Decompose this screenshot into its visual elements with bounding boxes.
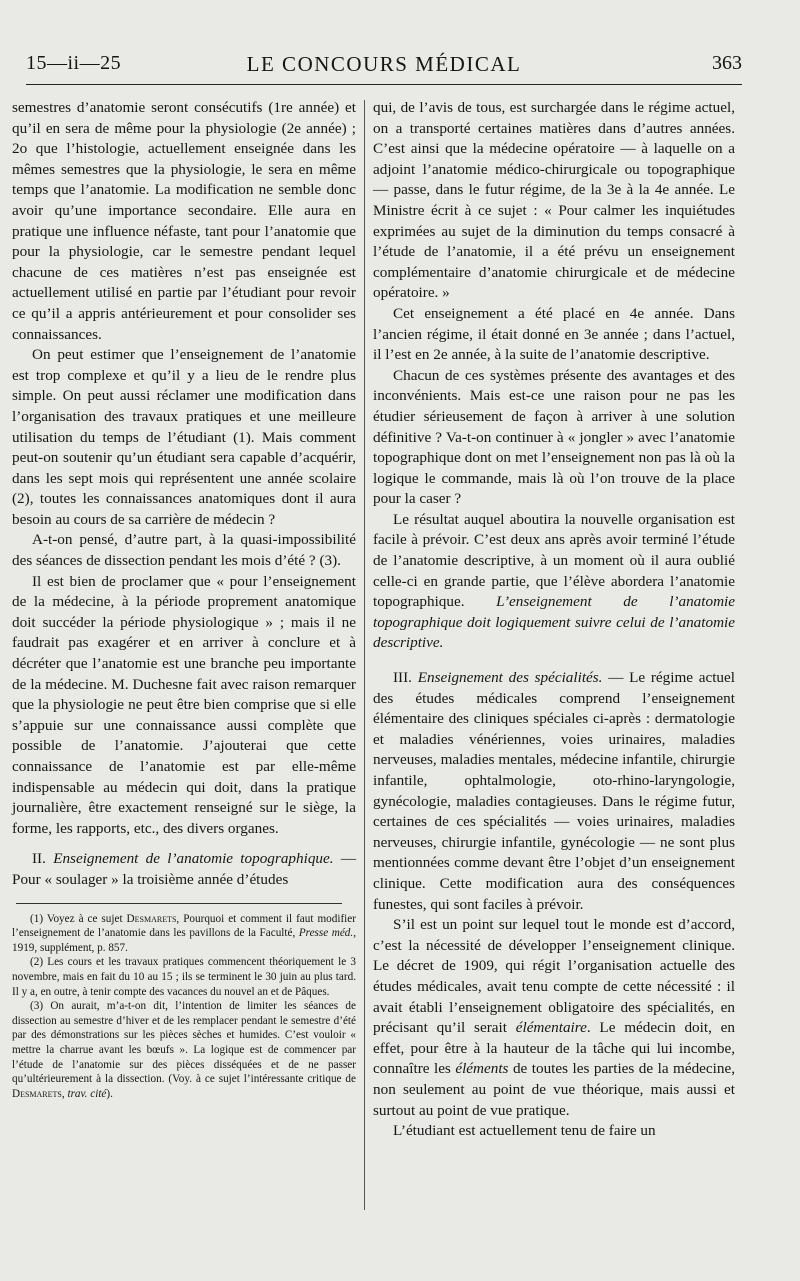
paragraph: Il est bien de proclamer que « pour l’enseignement de la médecine, à la période proprement anatomique doit succéder la période physiologique » ; mais il ne faudrait pas exagérer et en arriver à conclure et à décréter que l’anatomie est une branche peu importante de la médecine. M. Duchesne fait avec raison remarquer que la physiologie ne peut être bien comprise que si elle s’appuie sur une connaissance aussi complète que possible de l’anatomie. J’ajouterai que cette connaissance de l’anatomie est par elle-même indispensable au médecin qui doit, dans la pratique journalière, être exactement renseigné sur le siège, la forme, les rapports, etc., des divers organes. (12, 572, 356, 837)
section-text: — Pour « soulager » la troisième année d’études (12, 850, 356, 888)
paragraph: On peut estimer que l’enseignement de l’anatomie est trop complexe et qu’il y a lieu de le rendre plus simple. On peut aussi réclamer une modification dans l’organisation des travaux pratiques et une meilleure utilisation du temps de l’étudiant (1). Mais comment peut-on soutenir qu’un étudiant sera capable d’acquérir, dans les sept mois qui représentent une année scolaire (2), toutes les connaissances anatomiques dont il aura besoin au cours de sa carrière de médecin ? (12, 346, 356, 528)
footnote: (3) On aurait, m’a-t-on dit, l’intention de limiter les séances de dissection au semestre d’hiver et de les remplacer pendant le semestre d’été par des démonstrations sur les pièces sèches et humides. C’est vouloir « mettre la charrue avant les bœufs ». La logique est de commencer par l’étude de l’anatomie sur des pièces disséquées et de ne passer qu’ultérieurement à la dissection. (Voy. à ce sujet l’intéressante critique de Desmarets, trav. cité). (12, 1000, 356, 1100)
paragraph: Le résultat auquel aboutira la nouvelle organisation est facile à prévoir. C’est deux ans après avoir terminé l’étude de l’anatomie descriptive, à un moment où il aura oublié celle-ci en grande partie, que l’élève abordera l’anatomie topographique. L’enseignement de l’anatomie topographique doit logiquement suivre celui de l’anatomie descriptive. (373, 510, 735, 652)
footnote: (2) Les cours et les travaux pratiques commencent théoriquement le 3 novembre, mais en fait du 10 au 15 ; ils se terminent le 30 juin au plus tard. Il y a, en outre, à tenir compte des vacances du nouvel an et de Pâques. (12, 956, 356, 998)
paragraph: S’il est un point sur lequel tout le monde est d’accord, c’est la nécessité de développer l’enseignement clinique. Le décret de 1909, qui régit l’organisation actuelle des études médicales, avait tenu compte de cette nécessité : il avait établi l’enseignement obligatoire des spécialités, en précisant qu’il serait élémentaire. Le médecin doit, en effet, pour être à la hauteur de la tâche qui lui incombe, connaître les éléments de toutes les parties de la médecine, non seulement au point de vue théorique, mais aussi et surtout au point de vue pratique. (373, 916, 736, 1119)
paragraph: L’étudiant est actuellement tenu de faire un (393, 1122, 656, 1140)
journal-title: LE CONCOURS MÉDICAL (246, 52, 522, 76)
paragraph: semestres d’anatomie seront consécutifs (1re année) et qu’il en sera de même pour la physiologie (2e année) ; 2o que l’histologie, actuellement enseignée dans les mêmes semestres que la physiologie, le sera en même temps que l’anatomie. La modification ne semble donc avoir qu’une importance secondaire. Elle aura en pratique une influence néfaste, tant pour l’anatomie que pour la physiologie, car le semestre pendant lequel chacune de ces matières n’est pas enseignée est actuellement utilisé en partie par l’étudiant pour revoir ce qu’il a appris antérieurement et pour consolider ses connaissances. (12, 99, 356, 343)
section-paragraph (12, 849, 356, 890)
footnote: (1) Voyez à ce sujet Desmarets, Pourquoi et comment il faut modifier l’enseignement de l’anatomie dans les pavillons de la Faculté, Presse méd., 1919, supplément, p. 857. (12, 912, 356, 954)
left-column (12, 98, 356, 1101)
section-title: Enseignement de l’anatomie topographique. (53, 850, 334, 868)
paragraph: A-t-on pensé, d’autre part, à la quasi-impossibilité des séances de dissection pendant les mois d’été ? (3). (12, 531, 356, 570)
page-header (26, 50, 742, 85)
citation: trav. cité (67, 1087, 107, 1100)
section-paragraph (373, 668, 735, 915)
section-number: II. (32, 850, 46, 868)
paragraph: Cet enseignement a été placé en 4e année. Dans l’ancien régime, il était donné en 3e année ; dans l’actuel, il l’est en 2e année, à la suite de l’anatomie descriptive. (373, 304, 735, 364)
paragraph: Chacun de ces systèmes présente des avantages et des inconvénients. Mais est-ce une raison pour ne pas les étudier sérieusement de façon à arriver à une solution définitive ? Va-t-on continuer à « jongler » avec l’anatomie topographique dont on met l’enseignement non pas là où la logique le commande, mais là où l’on trouve de la place pour la caser ? (373, 366, 735, 508)
issue-date: 15—ii—25 (26, 52, 122, 74)
right-column (373, 98, 735, 1142)
page-number: 363 (712, 52, 742, 74)
author-name: Desmarets (12, 1087, 62, 1100)
column-divider (364, 100, 365, 1210)
author-name: Desmarets (126, 912, 177, 925)
journal-name: Presse méd. (298, 927, 354, 940)
emphasis: L’enseignement de l’anatomie topographique doit logiquement suivre celui de l’anatomie descriptive. (373, 593, 735, 652)
footnote-rule (16, 903, 342, 904)
section-text: — Le régime actuel des études médicales comprend l’enseignement élémentaire des cliniques spéciales ci-après : dermatologie et maladies vénériennes, voies urinaires, maladies nerveuses, maladies mentales, médecine infantile, chirurgie infantile, ophtalmologie, oto-rhino-laryngologie, gynécologie, maladies contagieuses. Dans le régime futur, certaines de ces spécialités — voies urinaires, maladies nerveuses, chirurgie infantile, gynécologie — ne sont plus mentionnées comme devant être l’objet d’un enseignement clinique. Cette modification aura des conséquences funestes, qui sont faciles à prévoir. (373, 669, 735, 913)
paragraph: qui, de l’avis de tous, est surchargée dans le régime actuel, on a transporté certaines matières dans d’autres années. C’est ainsi que la médecine opératoire — à laquelle on a adjoint l’anatomie médico-chirurgicale ou topographique — passe, dans le futur régime, de la 3e à la 4e année. Le Ministre écrit à ce sujet : « Pour calmer les inquiétudes exprimées au sujet de la diminution du temps consacré à l’étude de l’anatomie, il a été prévu un enseignement complémentaire d’anatomie chirurgicale et de médecine opératoire. » (373, 99, 735, 302)
section-number: III. (393, 669, 412, 687)
section-title: Enseignement des spécialités. (417, 669, 603, 687)
